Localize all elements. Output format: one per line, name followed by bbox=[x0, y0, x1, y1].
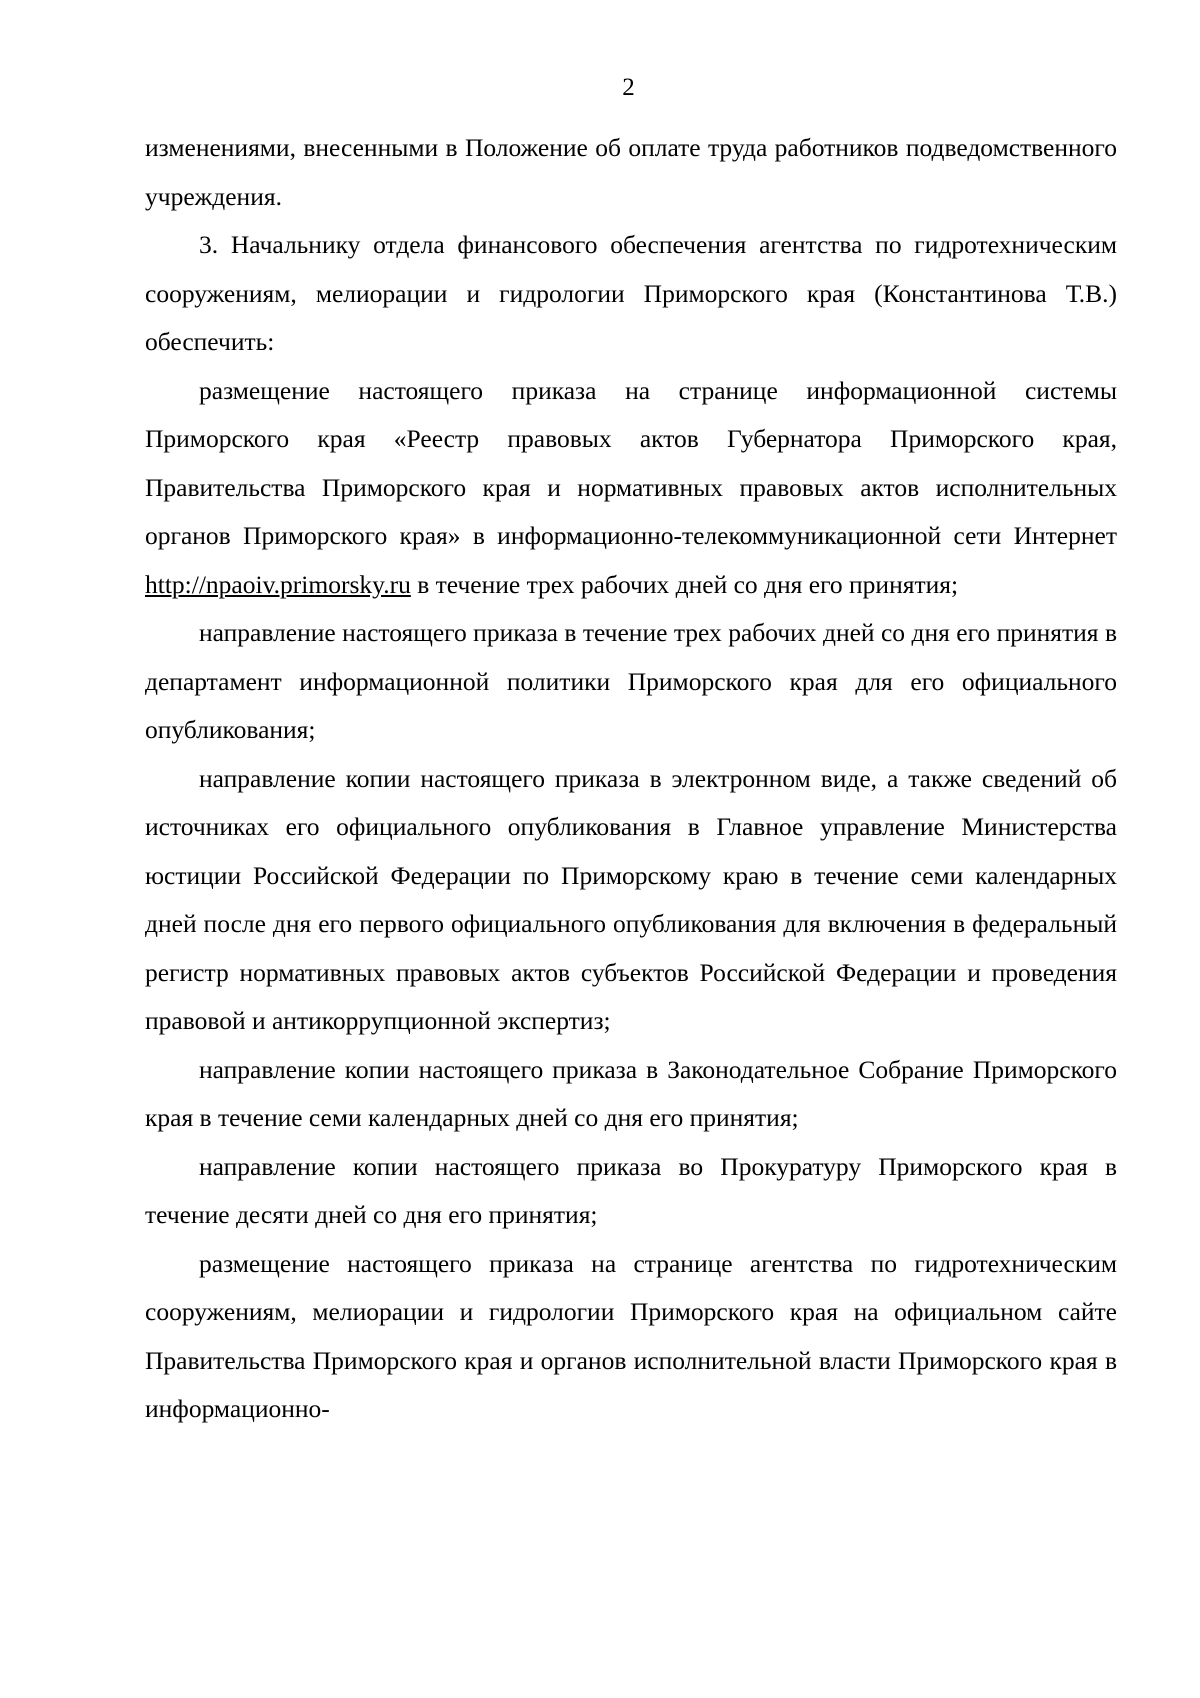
paragraph-salary-changes: изменениями, внесенными в Положение об оплате труда работников подведомственного учреждения. bbox=[145, 133, 1117, 211]
paragraph-legislative-assembly: направление копии настоящего приказа в Законодательное Собрание Приморского края в течение семи календарных дней со дня его принятия; bbox=[145, 1054, 1117, 1132]
paragraph-info-policy-department: направление настоящего приказа в течение трех рабочих дней со дня его принятия в департамент информационной политики Приморского края для его официального опубликования; bbox=[145, 618, 1117, 744]
paragraph-justice-ministry: направление копии настоящего приказа в электронном виде, а также сведений об источниках его официального опубликования в Главное управление Министерства юстиции Российской Федерации по Приморскому краю в течение семи календарных дней после дня его первого официального опубликования для включения в федеральный регистр нормативных правовых актов субъектов Российской Федерации и проведения правовой и антикоррупционной экспертиз; bbox=[145, 763, 1117, 1035]
page-number: 2 bbox=[622, 74, 635, 101]
paragraph-agency-website: размещение настоящего приказа на странице агентства по гидротехническим сооружениям, мелиорации и гидрологии Приморского края на официальном сайте Правительства Приморского края и органов исполнительной власти Приморского края в информационно- bbox=[145, 1248, 1117, 1423]
registry-link[interactable]: http://npaoiv.primorsky.ru bbox=[145, 569, 411, 599]
registry-text-before-link: размещение настоящего приказа на странице информационной системы Приморского края «Реестр правовых актов Губернатора Приморского края, Правительства Приморского края и нормативных правовых актов исполнительных органов Приморского края» в информационно-телекоммуникационной сети Интернет bbox=[145, 375, 1117, 550]
paragraph-item-3: 3. Начальнику отдела финансового обеспечения агентства по гидротехническим сооружениям, мелиорации и гидрологии Приморского края (Константинова Т.В.) обеспечить: bbox=[145, 230, 1117, 356]
paragraph-prosecutor-office: направление копии настоящего приказа во Прокуратуру Приморского края в течение десяти дней со дня его принятия; bbox=[145, 1151, 1117, 1229]
paragraph-registry-publication bbox=[145, 367, 1117, 610]
document-body bbox=[145, 124, 1117, 1434]
registry-text-after-link: в течение трех рабочих дней со дня его принятия; bbox=[410, 569, 959, 599]
